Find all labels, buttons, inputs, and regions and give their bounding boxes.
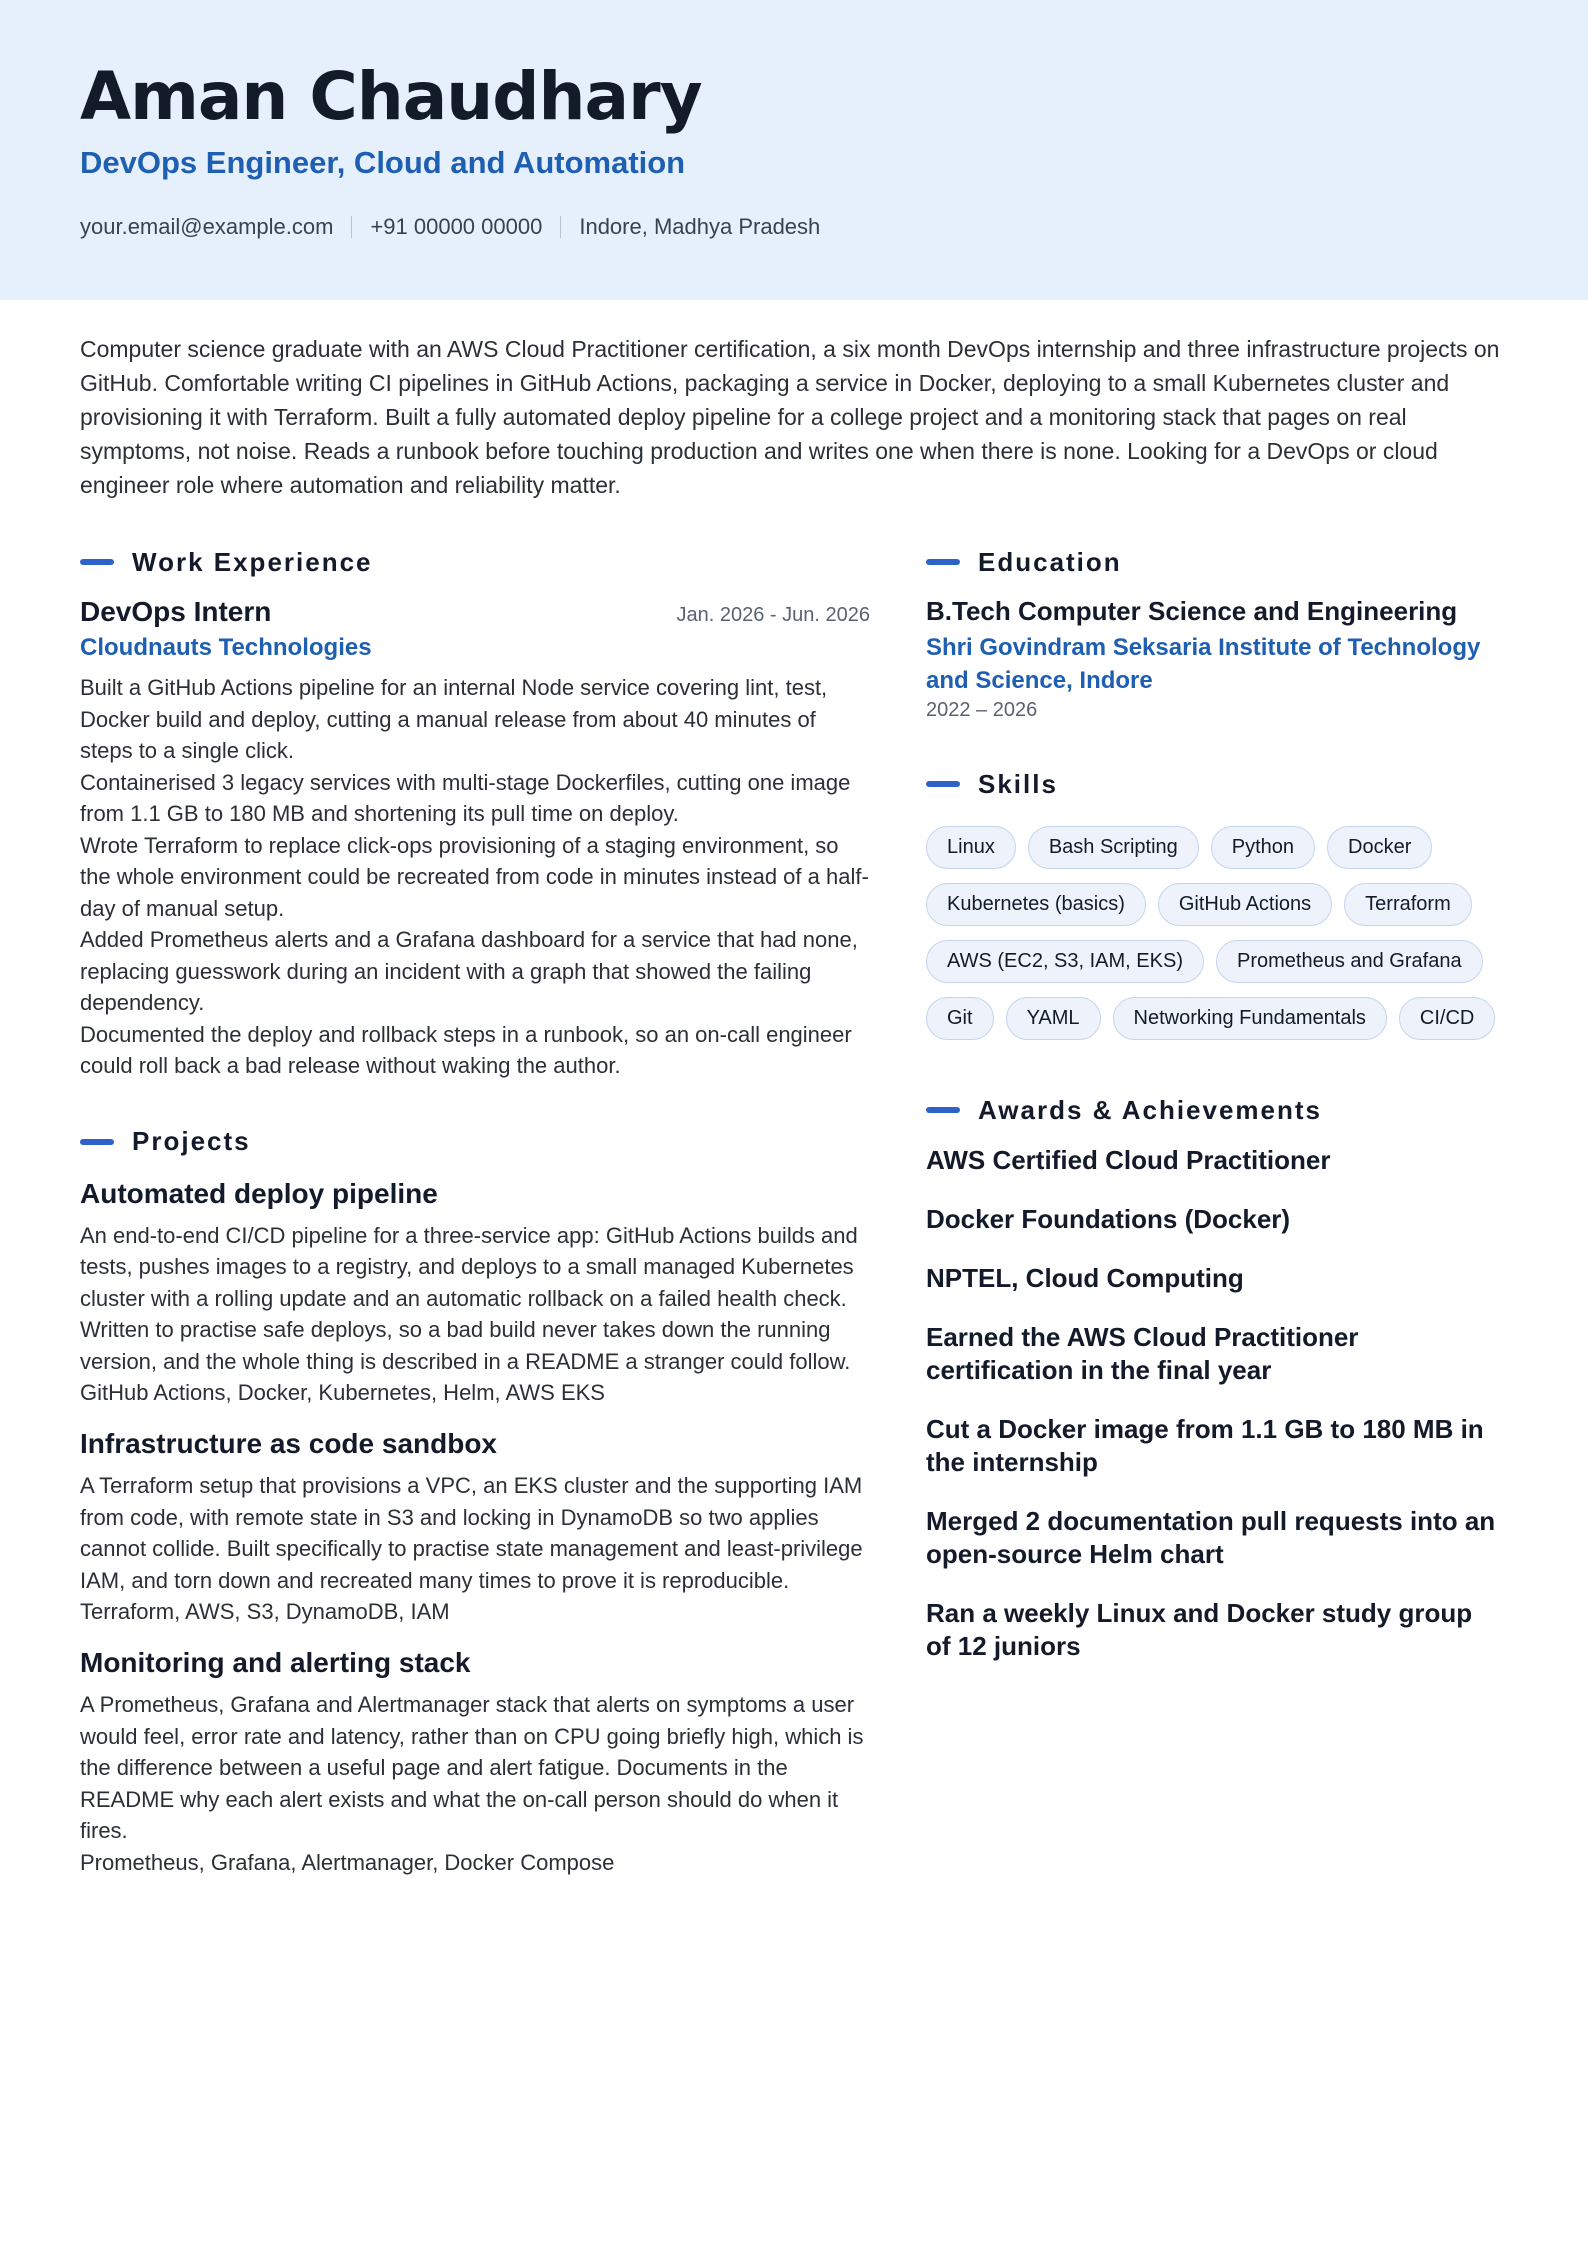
job-title: DevOps Engineer, Cloud and Automation bbox=[80, 145, 686, 180]
project-description: An end-to-end CI/CD pipeline for a three-service app: GitHub Actions builds and tests, pushes images to a registry, and deploys to a small managed Kubernetes cluster with a rolling update and an automatic rollback on a failed health check. Written to practise safe deploys, so a bad build never takes down the running version, and the whole thing is described in a README a stranger could follow. bbox=[80, 1222, 858, 1374]
summary: Computer science graduate with an AWS Cloud Practitioner certification, a six month DevOps internship and three infrastructure projects on GitHub. Comfortable writing CI pipelines in GitHub Actions, packaging a service in Docker, deploying to a small Kubernetes cluster and provisioning it with Terraform. Built a fully automated deploy pipeline for a college project and a monitoring stack that pages on real symptoms, not noise. Reads a runbook before touching production and writes one when there is none. Looking for a DevOps or cloud engineer role where automation and reliability matter. bbox=[80, 336, 1500, 498]
section-title: Education bbox=[978, 546, 1122, 577]
job-bullet: Built a GitHub Actions pipeline for an internal Node service covering lint, test, Docker build and deploy, cutting a manual release from about 40 minutes of steps to a single click. bbox=[80, 675, 828, 763]
education-years: 2022 – 2026 bbox=[926, 699, 1038, 721]
award-item: Cut a Docker image from 1.1 GB to 180 MB in the internship bbox=[926, 1414, 1484, 1477]
skill-chip: GitHub Actions bbox=[1158, 883, 1332, 926]
section-title: Skills bbox=[978, 768, 1058, 799]
award-item: AWS Certified Cloud Practitioner bbox=[926, 1145, 1331, 1175]
skill-chip: Linux bbox=[926, 826, 1016, 869]
skills-list bbox=[926, 826, 1501, 1040]
job-bullet: Documented the deploy and rollback steps in a runbook, so an on-call engineer could roll back a bad release without waking the author. bbox=[80, 1021, 852, 1078]
job-role: DevOps Intern bbox=[80, 596, 272, 627]
email[interactable]: your.email@example.com bbox=[80, 214, 334, 239]
section-heading-skills bbox=[926, 762, 1501, 806]
section-heading-awards bbox=[926, 1088, 1501, 1132]
job-header bbox=[80, 596, 870, 628]
header-banner bbox=[0, 0, 1588, 300]
candidate-name: Aman Chaudhary bbox=[80, 58, 702, 135]
project-tech: Terraform, AWS, S3, DynamoDB, IAM bbox=[80, 1599, 450, 1624]
skill-chip: Terraform bbox=[1344, 883, 1472, 926]
phone[interactable]: +91 00000 00000 bbox=[370, 214, 543, 239]
section-accent-bar bbox=[80, 559, 114, 565]
section-title: Work Experience bbox=[132, 546, 373, 577]
section-accent-bar bbox=[926, 559, 960, 565]
section-accent-bar bbox=[926, 1107, 960, 1113]
section-heading-education bbox=[926, 540, 1501, 584]
skill-chip: CI/CD bbox=[1399, 997, 1495, 1040]
skill-chip: Git bbox=[926, 997, 994, 1040]
skill-chip: AWS (EC2, S3, IAM, EKS) bbox=[926, 940, 1204, 983]
skill-chip: Bash Scripting bbox=[1028, 826, 1199, 869]
skill-chip: Networking Fundamentals bbox=[1113, 997, 1387, 1040]
section-accent-bar bbox=[926, 781, 960, 787]
project-description: A Terraform setup that provisions a VPC, an EKS cluster and the supporting IAM from code, with remote state in S3 and locking in DynamoDB so two applies cannot collide. Built specifically to practise state management and least-privilege IAM, and torn down and recreated many times to prove it is reproducible. bbox=[80, 1473, 863, 1593]
project-tech: GitHub Actions, Docker, Kubernetes, Helm, AWS EKS bbox=[80, 1380, 605, 1405]
job-bullet: Containerised 3 legacy services with multi-stage Dockerfiles, cutting one image from 1.1 GB to 180 MB and shortening its pull time on deploy. bbox=[80, 769, 851, 826]
job-dates: Jan. 2026 - Jun. 2026 bbox=[676, 604, 870, 626]
job-bullets bbox=[80, 672, 870, 1082]
project-item bbox=[80, 1428, 870, 1627]
left-column bbox=[80, 540, 870, 1878]
skill-chip: Python bbox=[1211, 826, 1315, 869]
job-bullet: Added Prometheus alerts and a Grafana dashboard for a service that had none, replacing guesswork during an incident with a graph that showed the failing dependency. bbox=[80, 927, 858, 1015]
project-description: A Prometheus, Grafana and Alertmanager stack that alerts on symptoms a user would feel, error rate and latency, rather than on CPU going briefly high, which is the difference between a useful page and alert fatigue. Documents in the README why each alert exists and what the on-call person should do when it fires. bbox=[80, 1692, 864, 1843]
award-item: Docker Foundations (Docker) bbox=[926, 1204, 1291, 1234]
section-title: Projects bbox=[132, 1126, 251, 1156]
project-title: Automated deploy pipeline bbox=[80, 1177, 438, 1209]
section-heading-work bbox=[80, 540, 870, 584]
project-tech: Prometheus, Grafana, Alertmanager, Docker Compose bbox=[80, 1849, 615, 1875]
education-degree: B.Tech Computer Science and Engineering bbox=[926, 596, 1458, 626]
award-item: Ran a weekly Linux and Docker study group of 12 juniors bbox=[926, 1598, 1473, 1661]
skill-chip: Prometheus and Grafana bbox=[1216, 940, 1483, 983]
company-name: Cloudnauts Technologies bbox=[80, 634, 372, 661]
section-heading-projects bbox=[80, 1120, 870, 1164]
right-column bbox=[926, 540, 1501, 1663]
project-title: Infrastructure as code sandbox bbox=[80, 1428, 498, 1459]
education-school: Shri Govindram Seksaria Institute of Technology and Science, Indore bbox=[926, 634, 1481, 694]
divider bbox=[560, 216, 561, 238]
skill-chip: Kubernetes (basics) bbox=[926, 883, 1146, 926]
job-bullet: Wrote Terraform to replace click-ops provisioning of a staging environment, so the whole environment could be recreated from code in minutes instead of a half-day of manual setup. bbox=[80, 832, 869, 921]
project-item bbox=[80, 1178, 870, 1409]
project-title: Monitoring and alerting stack bbox=[80, 1647, 471, 1678]
location: Indore, Madhya Pradesh bbox=[579, 214, 821, 239]
skill-chip: Docker bbox=[1327, 826, 1432, 869]
project-item bbox=[80, 1647, 870, 1878]
section-title: Awards & Achievements bbox=[978, 1094, 1323, 1125]
contact-line bbox=[80, 214, 820, 240]
award-item: Earned the AWS Cloud Practitioner certification in the final year bbox=[926, 1322, 1359, 1385]
divider bbox=[351, 216, 352, 238]
section-accent-bar bbox=[80, 1139, 114, 1145]
award-item: NPTEL, Cloud Computing bbox=[926, 1263, 1244, 1293]
award-item: Merged 2 documentation pull requests into an open-source Helm chart bbox=[926, 1506, 1496, 1569]
skill-chip: YAML bbox=[1006, 997, 1101, 1040]
